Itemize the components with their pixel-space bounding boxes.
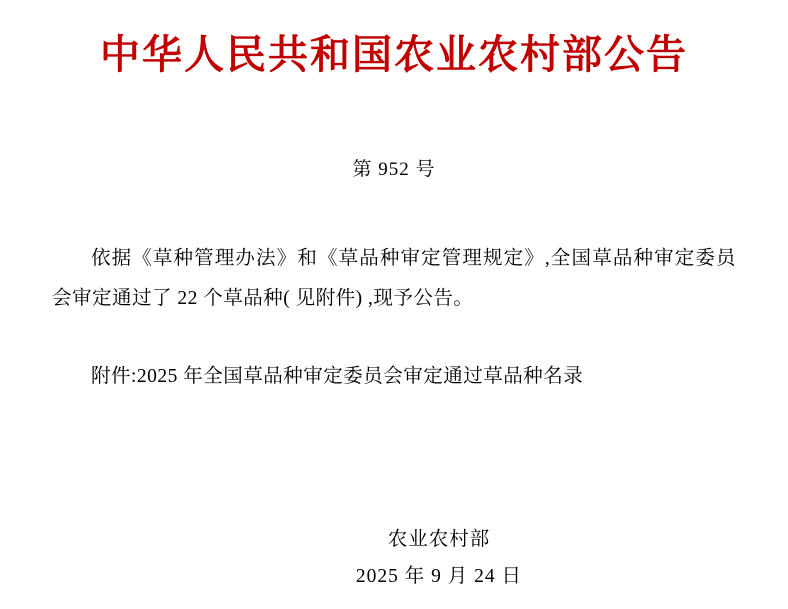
signature-date: 2025 年 9 月 24 日 [355, 565, 523, 587]
page-title: 中华人民共和国农业农村部公告 [100, 31, 688, 78]
signature-organization: 农业农村部 [387, 528, 491, 550]
signature-block [0, 521, 788, 595]
body-section [0, 181, 788, 319]
attachment-section [0, 319, 788, 397]
body-paragraph: 依据《草种管理办法》和《草品种审定管理规定》,全国草品种审定委员会审定通过了 22 个草品种( 见附件) ,现予公告。 [52, 248, 736, 309]
attachment-line: 附件:2025 年全国草品种审定委员会审定通过草品种名录 [91, 365, 584, 387]
document-number: 第 952 号 [352, 159, 436, 180]
